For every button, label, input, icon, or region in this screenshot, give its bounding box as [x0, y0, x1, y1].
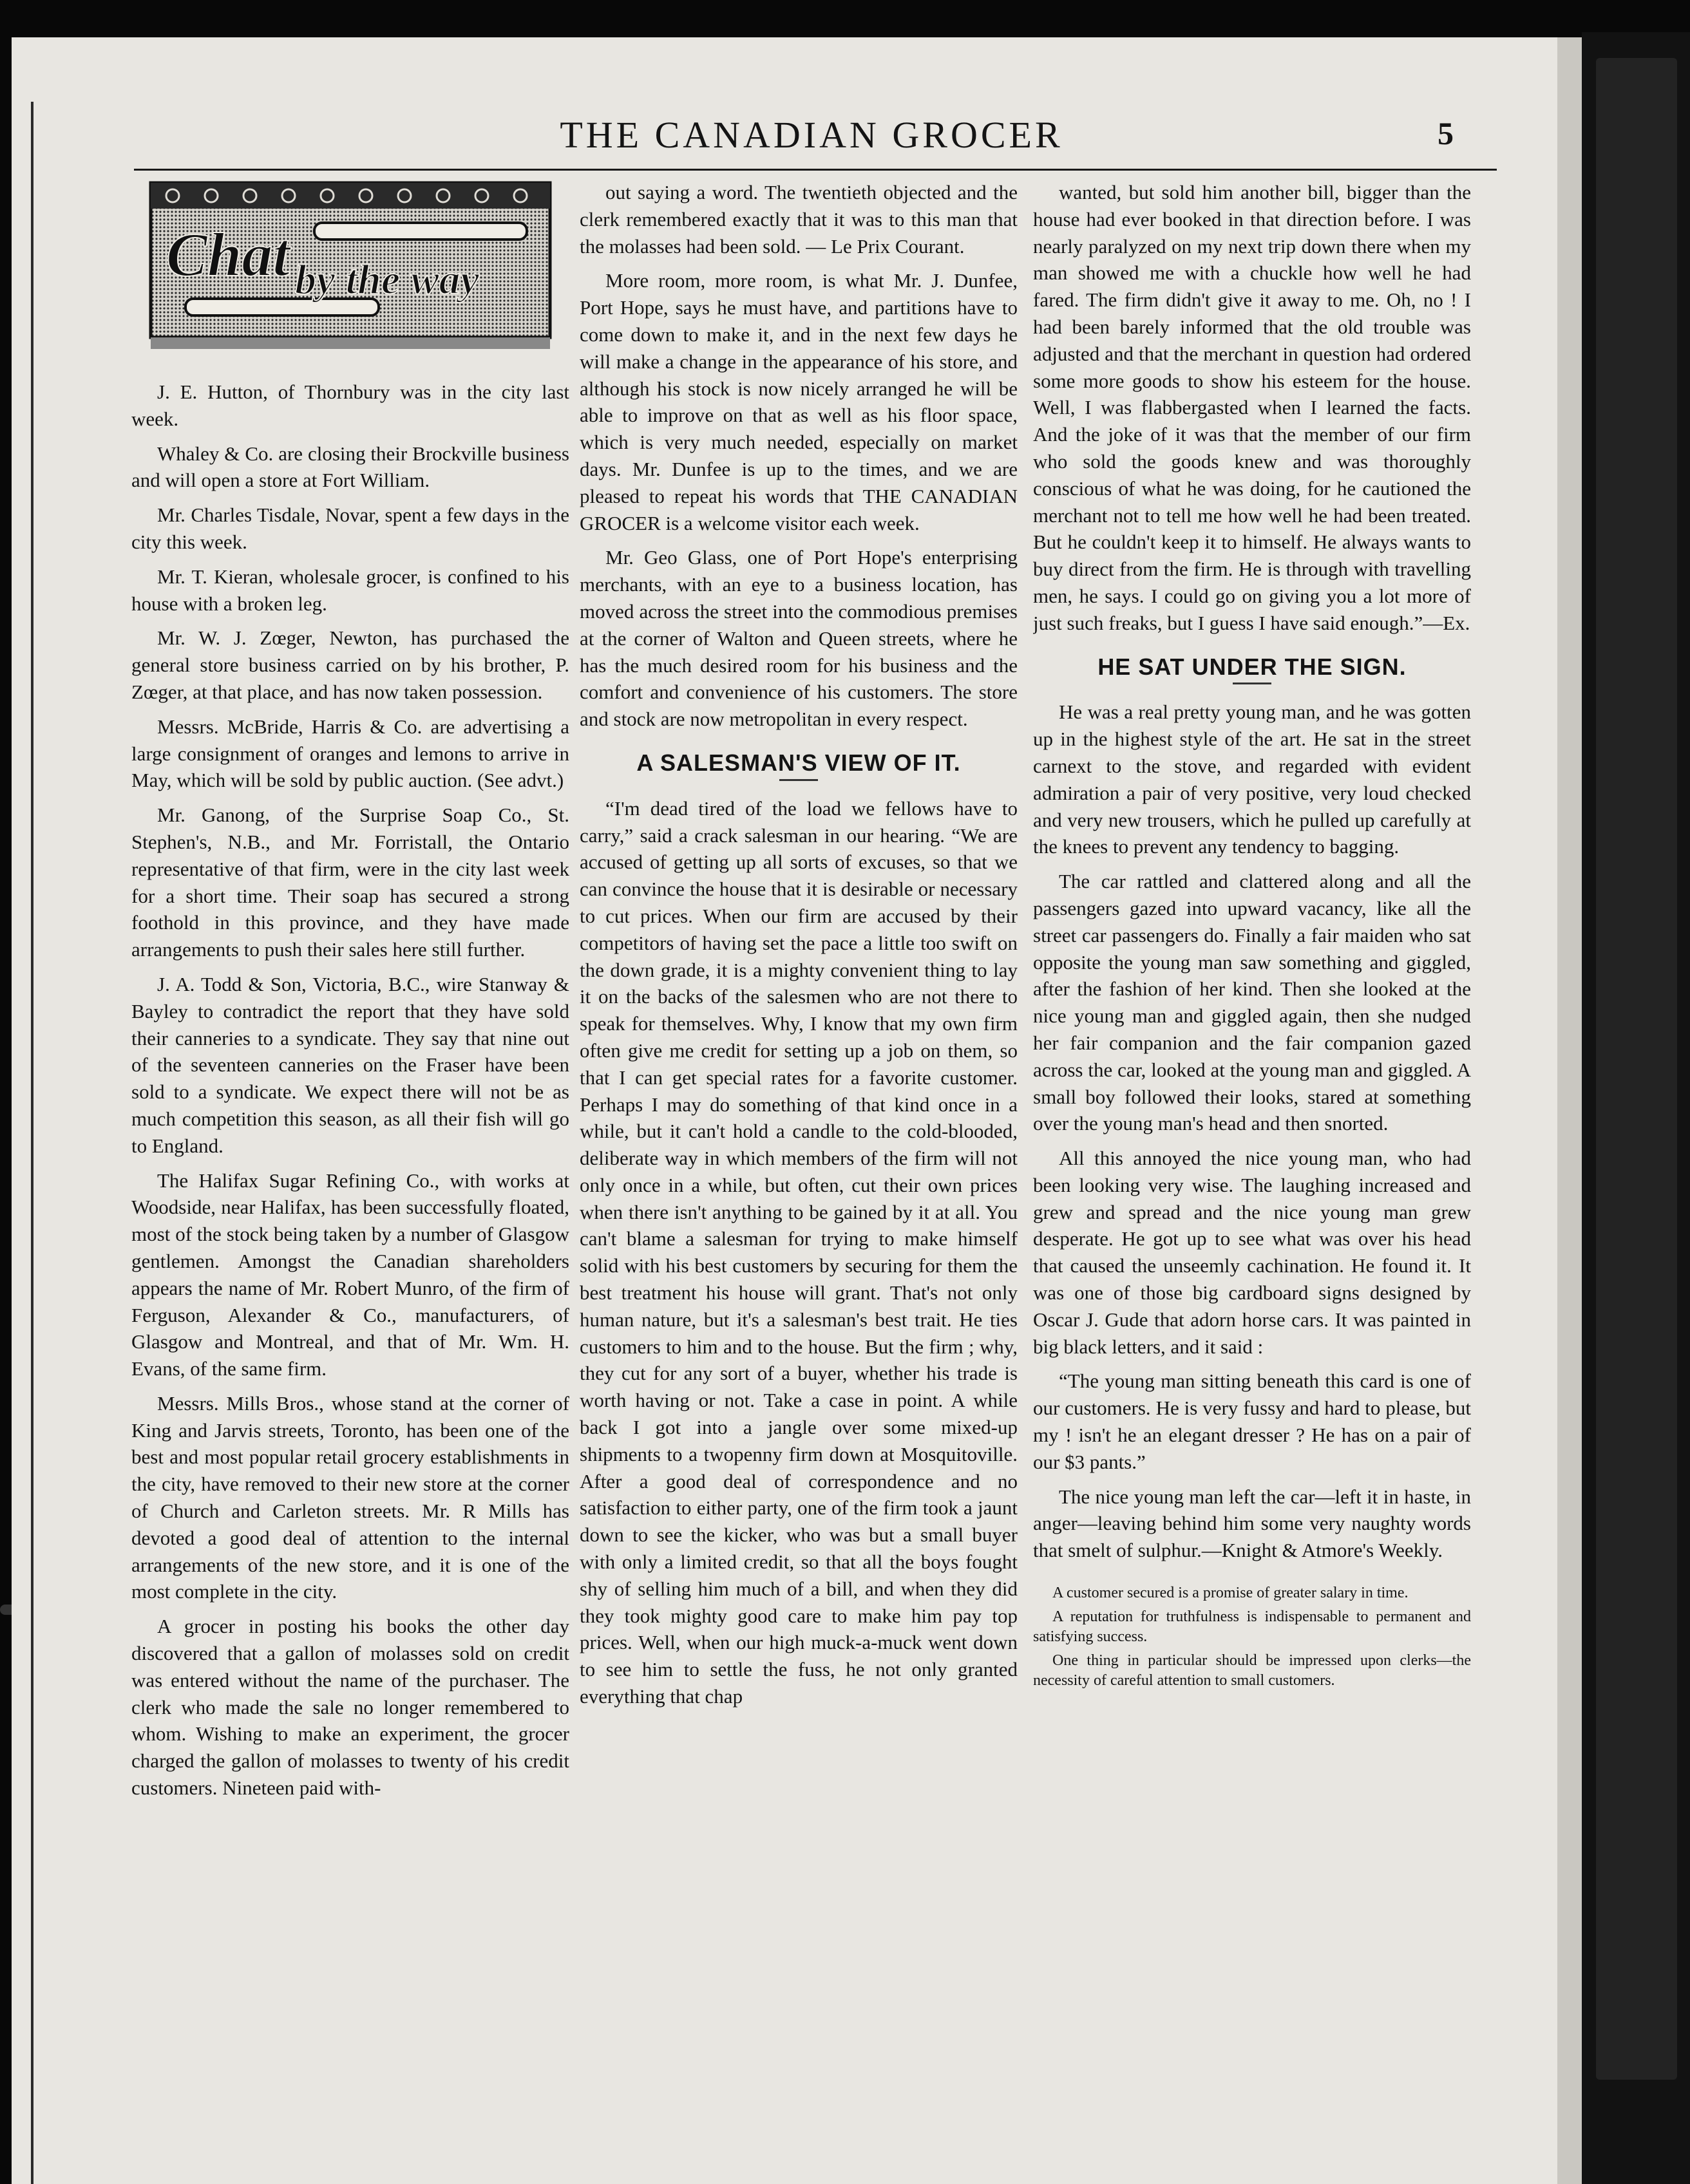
news-paragraph: Mr. Geo Glass, one of Port Hope's enterprising merchants, with an eye to a business location, has moved across the street into the commodious premises at the corner of Walton and Queen streets, where he has the much desired room for his business and the comfort and convenience of his customers. The store and stock are now metropolitan in every respect. [580, 546, 1018, 731]
column-3 [1033, 179, 1471, 2046]
header-rule [134, 169, 1497, 171]
news-paragraph: Messrs. McBride, Harris & Co. are advertising a large consignment of oranges and lemons to arrive in May, which will be sold by public auction. (See advt.) [131, 715, 569, 792]
book-spine [1596, 58, 1677, 2080]
note-paragraph: A customer secured is a promise of greater salary in time. [1052, 1585, 1409, 1602]
heading-divider [1233, 682, 1271, 684]
chat-by-the-way-logo [147, 179, 554, 354]
news-paragraph: A grocer in posting his books the other day discovered that a gallon of molasses sold on credit was entered without the name of the purchaser. The clerk who made the sale no longer remembered to whom. Wishing to make an experiment, the grocer charged the gallon of molasses to twenty of his credit customers. Nineteen paid with- [131, 1615, 569, 1800]
article-paragraph: All this annoyed the nice young man, who had been looking very wise. The laughing increased and grew and spread and the nice young man grew desperate. He got up to see what was over his head that caused the unseemly cachination. He found it. It was one of those big cardboard signs designed by Oscar J. Gude that adorn horse cars. It was painted in big black letters, and it said : [1033, 1147, 1471, 1358]
article-paragraph: wanted, but sold him another bill, bigger than the house had ever booked in that direction before. I was nearly paralyzed on my next trip down there when my man showed me with a chuckle how well he had fared. The firm didn't give it away to me. Oh, no ! I had been barely informed that the old trouble was adjusted and that the merchant in question had ordered some more goods to show his esteem for the house. Well, I was flabbergasted when I learned the facts. And the joke of it was that the member of our firm who sold the goods knew and was thoroughly conscious of what he was doing, for he cautioned the merchant not to tell me how well he had been treated. But he couldn't keep it to himself. He always wants to buy direct from the firm. He is through with travelling men, he says. I could go on giving you a lot more of just such freaks, but I guess I have said enough.”—Ex. [1033, 181, 1471, 634]
column-1 [131, 179, 569, 2046]
news-paragraph: More room, more room, is what Mr. J. Dunfee, Port Hope, says he must have, and partitions have to come down to make it, and in the next few days he will make a change in the appearance of his store, and although his stock is now nicely arranged he will be able to improve on that as well as his floor space, which is very much needed, especially on market days. Mr. Dunfee is up to the times, and we are pleased to repeat his words that THE CANADIAN GROCER is a welcome visitor each week. [580, 269, 1018, 534]
note-paragraph: A reputation for truthfulness is indispensable to permanent and satisfying success. [1033, 1608, 1471, 1646]
column-2 [580, 179, 1018, 2046]
page-edge [1557, 37, 1582, 2184]
news-paragraph: Mr. Ganong, of the Surprise Soap Co., St. Stephen's, N.B., and Mr. Forristall, the Ontario representative of that firm, were in the city last week for a short time. Their soap has secured a strong foothold in this province, and they have made arrangements to push their sales here still further. [131, 804, 569, 961]
news-paragraph: Messrs. Mills Bros., whose stand at the corner of King and Jarvis streets, Toronto, has been one of the best and most popular retail grocery establishments in the city, have removed to their new store at the corner of Church and Carleton streets. Mr. R Mills has devoted a good deal of attention to the internal arrangements of the new store, and it is one of the most complete in the city. [131, 1391, 569, 1603]
news-paragraph: out saying a word. The twentieth objected and the clerk remembered exactly that it was to this man that the molasses had been sold. — Le Prix Courant. [580, 181, 1018, 258]
heading-divider [779, 779, 818, 781]
article-paragraph: He was a real pretty young man, and he was gotten up in the highest style of the art. He sat in the street carnext to the stove, and regarded with evident admiration a pair of very positive, very loud checked and very new trousers, which he pulled up carefully at the knees to prevent any tendency to bagging. [1033, 701, 1471, 858]
news-paragraph: The Halifax Sugar Refining Co., with works at Woodside, near Halifax, has been successfully floated, most of the stock being taken by a number of Glasgow gentlemen. Amongst the Canadian shareholders appears the name of Mr. Robert Munro, of the firm of Ferguson, Alexander & Co., manufacturers, of Glasgow and Montreal, and that of Mr. Wm. H. Evans, of the same firm. [131, 1169, 569, 1380]
article-paragraph: The nice young man left the car—left it in haste, in anger—leaving behind him some very naughty words that smelt of sulphur.—Knight & Atmore's Weekly. [1033, 1485, 1471, 1562]
news-paragraph: Mr. Charles Tisdale, Novar, spent a few days in the city this week. [131, 504, 569, 553]
logo-text-by-the-way: by the way [295, 256, 479, 303]
page-title: THE CANADIAN GROCER [560, 114, 1063, 156]
logo-text-chat: Chat [166, 220, 290, 289]
page-number: 5 [1438, 115, 1454, 151]
news-paragraph: Mr. T. Kieran, wholesale grocer, is confined to his house with a broken leg. [131, 565, 569, 615]
news-paragraph: J. E. Hutton, of Thornbury was in the city last week. [131, 381, 569, 430]
article-paragraph: “I'm dead tired of the load we fellows have to carry,” said a crack salesman in our hearing. “We are accused of getting up all sorts of excuses, so that we can convince the house that it is desirable or necessary to cut prices. When our firm are accused by their competitors of having set the pace a little too swift on the down grade, it is a mighty convenient thing to lay it on the backs of the salesmen who are not there to speak for themselves. Why, I know that my own firm often give me credit for setting up a job on them, so that I can get special rates for a favorite customer. Perhaps I may do something of that kind once in a while, but it can't hold a candle to the cold-blooded, deliberate way in which members of the firm will not only once in a while, but often, cut their own prices when there isn't anything to be gained by it at all. You can't blame a salesman for trying to make himself solid with his best customers by securing for them the best treatment his house will grant. That's not only human nature, but it's a salesman's best trait. He ties customers to him and to the house. But the firm ; why, they cut for any sort of a buyer, whether his trade is worth having or not. Take a case in point. A while back I got into a jangle over some mixed-up shipments to a twopenny firm down at Mosquitoville. After a good deal of correspondence and no satisfaction to either party, one of the firm took a jaunt down to see the kicker, who was but a small buyer with only a limited credit, so that all the boys fought shy of selling him much of a bill, and when they did they took mighty good care to make him pay top prices. Well, when our high muck-a-muck went down to see him to settle the fuss, he not only granted everything that chap [580, 796, 1018, 1708]
news-paragraph: Mr. W. J. Zœger, Newton, has purchased the general store business carried on by his brother, P. Zœger, at that place, and has now taken possession. [131, 626, 569, 703]
news-paragraph: Whaley & Co. are closing their Brockville business and will open a store at Fort William. [131, 442, 569, 492]
section-heading-sign: HE SAT UNDER THE SIGN. [1097, 653, 1407, 680]
news-paragraph: J. A. Todd & Son, Victoria, B.C., wire Stanway & Bayley to contradict the report that they have sold their canneries to a syndicate. They say that nine out of the seventeen canneries on the Fraser have been sold to a syndicate. We expect there will not be as much competition this season, as all their fish will go to England. [131, 972, 569, 1157]
closing-notes [1033, 1583, 1471, 1691]
section-heading-salesman: A SALESMAN'S VIEW OF IT. [636, 749, 961, 776]
margin-line [31, 102, 33, 2184]
article-paragraph: “The young man sitting beneath this card is one of our customers. He is very fussy and hard to please, but my ! isn't he an elegant dresser ? He has on a pair of our $3 pants.” [1033, 1370, 1471, 1473]
note-paragraph: One thing in particular should be impressed upon clerks—the necessity of careful attention to small customers. [1033, 1652, 1471, 1690]
article-paragraph: The car rattled and clattered along and all the passengers gazed into upward vacancy, like all the street car passengers do. Finally a fair maiden who sat opposite the young man saw something and giggled, after the fashion of her kind. Then she looked at the nice young man and giggled again, then she nudged her fair companion and the fair companion gazed across the car, looked at the young man and giggled. A small boy followed their looks, stared at something over the young man's head and then snorted. [1033, 870, 1471, 1135]
